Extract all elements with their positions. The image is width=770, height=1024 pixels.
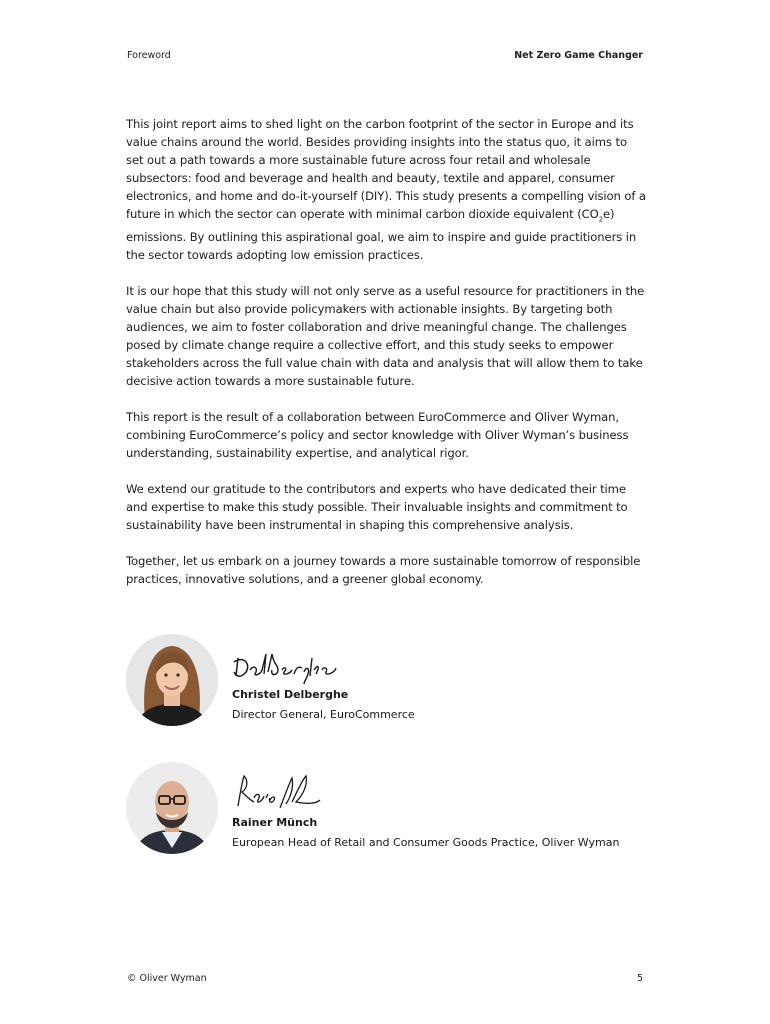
signatory-name: Rainer Münch (232, 816, 318, 829)
footer-copyright: © Oliver Wyman (127, 973, 207, 984)
running-header-section: Foreword (127, 50, 171, 61)
signatory-title: European Head of Retail and Consumer Goods Practice, Oliver Wyman (232, 836, 620, 849)
portrait-christel-delberghe (126, 634, 218, 726)
portrait-rainer-muench (126, 762, 218, 854)
signatory-title: Director General, EuroCommerce (232, 708, 415, 721)
paragraph-2: It is our hope that this study will not only serve as a useful resource for practitioners in the value chain but also provide policymakers with actionable insights. By targeting both audiences, we aim to foster collaboration and drive meaningful change. The challenges posed by climate change require a collective effort, and this study seeks to empower stakeholders across the full value chain with data and analysis that will allow them to take decisive action towards a more sustainable future. (126, 284, 645, 389)
paragraph-3: This report is the result of a collaboration between EuroCommerce and Oliver Wyman, combining EuroCommerce’s policy and sector knowledge with Oliver Wyman’s business understanding, sustainability expertise, and analytical rigor. (126, 410, 629, 461)
paragraph-5: Together, let us embark on a journey towards a more sustainable tomorrow of responsible practices, innovative solutions, and a greener global economy. (126, 554, 641, 587)
co2-subscript: 2 (598, 215, 603, 224)
signature-delberghe (230, 640, 340, 684)
signatory-name: Christel Delberghe (232, 688, 349, 701)
paragraph-4: We extend our gratitude to the contributors and experts who have dedicated their time and expertise to make this study possible. Their invaluable insights and commitment to sustainability have been instrumental in shaping this comprehensive analysis. (126, 482, 628, 533)
page-number: 5 (636, 973, 643, 984)
signature-muench (230, 768, 340, 812)
foreword-body (126, 115, 646, 606)
running-header-title: Net Zero Game Changer (514, 50, 643, 61)
paragraph-1: This joint report aims to shed light on the carbon footprint of the sector in Europe and its value chains around the world. Besides providing insights into the status quo, it aims to set out a path towards a more sustainable future across four retail and wholesale subsectors: food and beverage and health and beauty, textile and apparel, consumer electronics, and home and do-it-yourself (DIY). This study presents a compelling vision of a future in which the sector can operate with minimal carbon dioxide equivalent $(CO_2e)$ emissions. By outlining this aspirational goal, we aim to inspire and guide practitioners in the sector towards adopting low emission practices. (126, 117, 646, 263)
